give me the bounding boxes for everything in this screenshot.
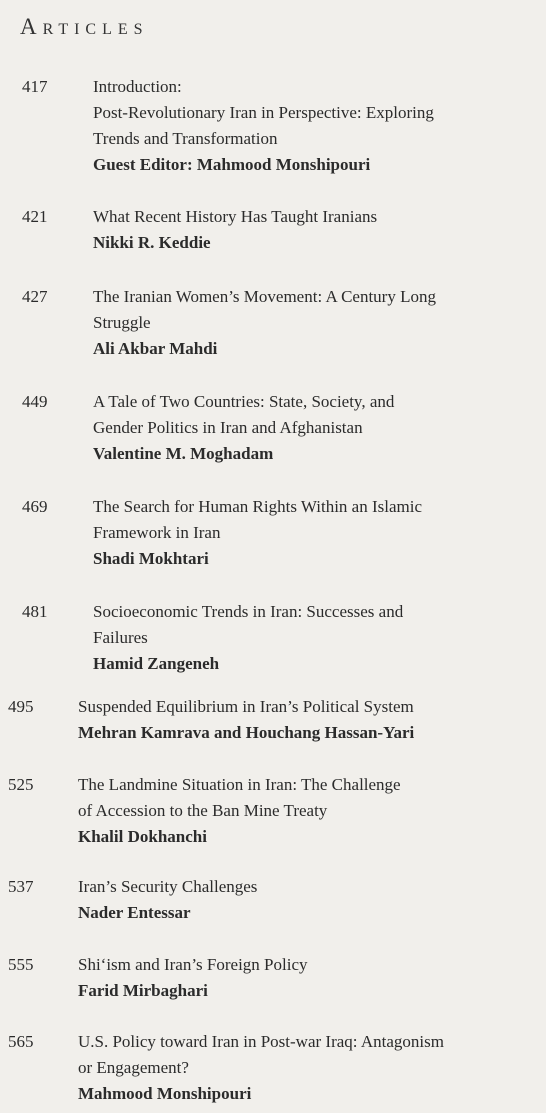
page-number: 449 [22,392,48,411]
article-author: Nikki R. Keddie [93,233,211,252]
page-number: 555 [8,955,34,974]
page-number: 469 [22,497,48,516]
article-author: Nader Entessar [78,903,191,922]
page-number: 481 [22,602,48,621]
article-title: U.S. Policy toward Iran in Post-war Iraq: Antagonism or Engagement? [78,1032,444,1077]
article-title: Introduction: Post-Revolutionary Iran in Perspective: Exploring Trends and Transformation [93,77,434,148]
page-number: 537 [8,877,34,896]
article-author: Mehran Kamrava and Houchang Hassan-Yari [78,723,415,742]
article-author: Hamid Zangeneh [93,654,220,673]
page-number: 565 [8,1032,34,1051]
article-title: Iran’s Security Challenges [78,877,258,896]
page-number: 525 [8,775,34,794]
article-author: Shadi Mokhtari [93,549,209,568]
article-title: Suspended Equilibrium in Iran’s Political System [78,697,414,716]
page-number: 427 [22,287,48,306]
section-heading: Articles [20,14,149,39]
article-author: Guest Editor: Mahmood Monshipouri [93,155,371,174]
article-title: The Landmine Situation in Iran: The Challenge of Accession to the Ban Mine Treaty [78,775,401,820]
article-author: Valentine M. Moghadam [93,444,274,463]
article-title: Socioeconomic Trends in Iran: Successes and Failures [93,602,404,647]
article-author: Ali Akbar Mahdi [93,339,218,358]
article-title: The Search for Human Rights Within an Islamic Framework in Iran [93,497,423,542]
article-author: Farid Mirbaghari [78,981,208,1000]
article-author: Khalil Dokhanchi [78,827,207,846]
page-number: 417 [22,77,48,96]
article-author: Mahmood Monshipouri [78,1084,252,1103]
article-title: The Iranian Women’s Movement: A Century Long Struggle [93,287,436,332]
article-title: What Recent History Has Taught Iranians [93,207,378,226]
article-title: Shi‘ism and Iran’s Foreign Policy [78,955,308,974]
article-title: A Tale of Two Countries: State, Society, and Gender Politics in Iran and Afghanistan [93,392,395,437]
page-number: 421 [22,207,48,226]
page-number: 495 [8,697,34,716]
